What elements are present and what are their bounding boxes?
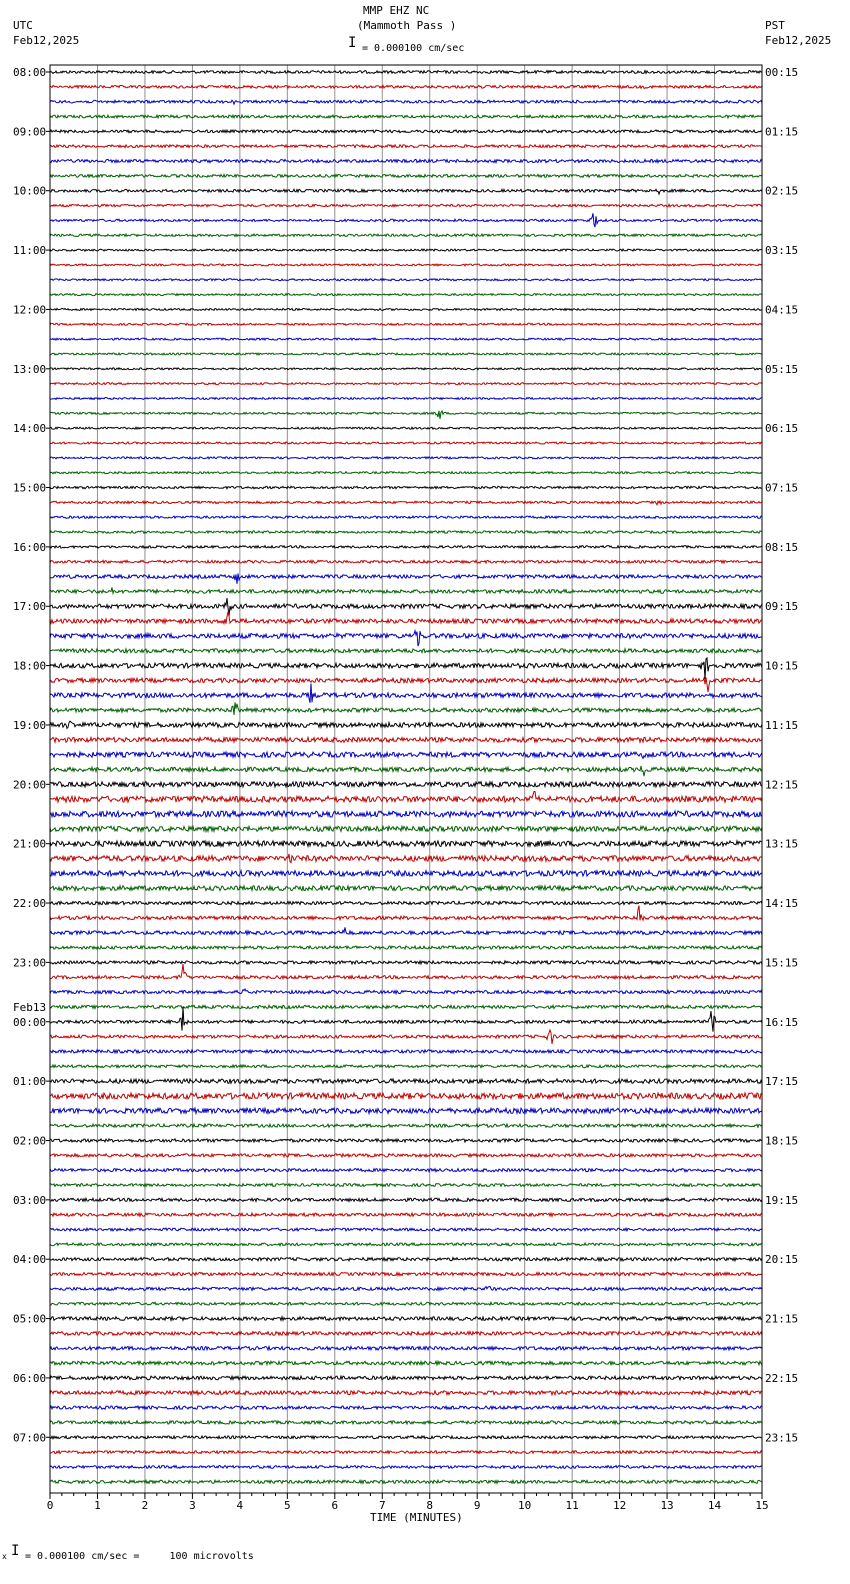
trace-line xyxy=(50,516,762,518)
right-hour-label: 23:15 xyxy=(765,1431,799,1445)
trace-line xyxy=(50,612,762,624)
trace-line xyxy=(50,501,762,505)
trace-line xyxy=(50,1451,762,1454)
left-hour-label: 23:00 xyxy=(13,956,47,970)
trace-line xyxy=(50,946,762,949)
right-hour-label: 18:15 xyxy=(765,1134,799,1148)
trace-line xyxy=(50,702,762,715)
trace-line xyxy=(50,1272,762,1275)
left-hour-label: 02:00 xyxy=(13,1134,47,1148)
trace-line xyxy=(50,1006,762,1031)
trace-line xyxy=(50,587,762,593)
x-tick-label: 9 xyxy=(473,1499,481,1512)
trace-line xyxy=(50,1005,762,1008)
left-hour-label: 20:00 xyxy=(13,778,47,792)
x-tick-label: 2 xyxy=(141,1499,149,1512)
left-hour-label: 22:00 xyxy=(13,897,47,911)
trace-line xyxy=(50,279,762,281)
trace-line xyxy=(50,234,762,236)
trace-line xyxy=(50,811,762,817)
trace-line xyxy=(50,901,762,904)
right-hour-label: 03:15 xyxy=(765,244,799,258)
right-hour-label: 08:15 xyxy=(765,540,799,554)
right-date: Feb12,2025 xyxy=(765,34,832,47)
trace-line xyxy=(50,398,762,400)
trace-line xyxy=(50,752,762,758)
trace-line xyxy=(50,574,762,584)
trace-line xyxy=(50,1065,762,1068)
left-hour-label: 05:00 xyxy=(13,1312,47,1326)
left-hour-label: 21:00 xyxy=(13,837,47,851)
scale-icon: I xyxy=(348,35,357,51)
trace-line xyxy=(50,323,762,325)
trace-line xyxy=(50,961,762,964)
left-hour-label: 13:00 xyxy=(13,362,47,376)
trace-line xyxy=(50,1466,762,1469)
trace-line xyxy=(50,1198,762,1201)
trace-line xyxy=(50,531,762,533)
trace-line xyxy=(50,684,762,703)
trace-line xyxy=(50,1421,762,1424)
right-hour-label: 19:15 xyxy=(765,1193,799,1207)
trace-line xyxy=(50,100,762,104)
right-hour-label: 17:15 xyxy=(765,1075,799,1089)
trace-line xyxy=(50,1184,762,1187)
x-tick-label: 5 xyxy=(284,1499,291,1512)
left-hour-label: 08:00 xyxy=(13,66,47,79)
trace-line xyxy=(50,130,762,133)
trace-line xyxy=(50,85,762,88)
trace-line xyxy=(50,308,762,310)
x-tick-label: 0 xyxy=(46,1499,54,1512)
right-hour-label: 04:15 xyxy=(765,303,799,317)
trace-line xyxy=(50,766,762,776)
left-hour-label: 12:00 xyxy=(13,303,47,317)
x-tick-label: 15 xyxy=(755,1499,769,1512)
right-hour-label: 22:15 xyxy=(765,1371,799,1385)
station-location: (Mammoth Pass ) xyxy=(357,19,457,32)
trace-line xyxy=(50,1317,762,1321)
right-hour-label: 11:15 xyxy=(765,718,799,732)
trace-line xyxy=(50,1436,762,1439)
trace-line xyxy=(50,598,762,616)
trace-line xyxy=(50,826,762,831)
trace-line xyxy=(50,368,762,370)
trace-line xyxy=(50,204,762,206)
trace-line xyxy=(50,678,762,692)
trace-line xyxy=(50,560,762,563)
x-axis xyxy=(47,1493,769,1512)
trace-line xyxy=(50,1050,762,1053)
trace-line xyxy=(50,1169,762,1172)
station-title: MMP EHZ NC xyxy=(363,4,430,17)
trace-line xyxy=(50,1480,762,1483)
left-hour-label: 07:00 xyxy=(13,1431,47,1445)
left-hour-label: 17:00 xyxy=(13,600,47,614)
right-hour-label: 06:15 xyxy=(765,422,799,436)
trace-line xyxy=(50,1093,762,1099)
x-tick-label: 8 xyxy=(426,1499,434,1512)
x-tick-label: 11 xyxy=(565,1499,579,1512)
trace-line xyxy=(50,871,762,877)
trace-line xyxy=(50,649,762,653)
trace-line xyxy=(50,442,762,444)
trace-line xyxy=(50,927,762,934)
trace-line xyxy=(50,338,762,340)
right-hour-label: 07:15 xyxy=(765,481,799,495)
trace-line xyxy=(50,486,762,488)
x-tick-label: 12 xyxy=(612,1499,627,1512)
trace-line xyxy=(50,457,762,459)
right-hour-label: 02:15 xyxy=(765,184,799,198)
trace-line xyxy=(50,782,762,787)
trace-line xyxy=(50,1124,762,1127)
left-hour-label: 01:00 xyxy=(13,1075,47,1089)
trace-line xyxy=(50,1228,762,1231)
x-tick-label: 13 xyxy=(660,1499,674,1512)
footer-scale-label: = 0.000100 cm/sec = 100 microvolts xyxy=(25,1551,254,1562)
right-hour-label: 09:15 xyxy=(765,600,799,614)
trace-line xyxy=(50,1079,762,1083)
trace-line xyxy=(50,189,762,194)
trace-line xyxy=(50,841,762,847)
trace-line xyxy=(50,213,762,227)
left-date: Feb12,2025 xyxy=(13,34,80,47)
left-hour-label: 15:00 xyxy=(13,481,47,495)
left-hour-label: 19:00 xyxy=(13,718,47,732)
trace-line xyxy=(50,1391,762,1395)
trace-line xyxy=(50,1139,762,1142)
trace-line xyxy=(50,1376,762,1380)
trace-line xyxy=(50,792,762,803)
right-hour-label: 12:15 xyxy=(765,778,799,792)
x-tick-label: 14 xyxy=(707,1499,722,1512)
trace-line xyxy=(50,294,762,296)
trace-line xyxy=(50,964,762,979)
right-hour-label: 05:15 xyxy=(765,362,799,376)
x-tick-label: 1 xyxy=(94,1499,101,1512)
right-hour-label: 10:15 xyxy=(765,659,799,673)
footer-marker: x xyxy=(2,1552,7,1561)
x-axis-label: TIME (MINUTES) xyxy=(370,1511,463,1524)
right-hour-label: 20:15 xyxy=(765,1253,799,1267)
x-tick-label: 3 xyxy=(189,1499,196,1512)
scale-label: = 0.000100 cm/sec xyxy=(362,43,465,54)
right-hour-label: 15:15 xyxy=(765,956,799,970)
trace-line xyxy=(50,721,762,728)
right-hour-label: 01:15 xyxy=(765,125,799,139)
right-hour-label: 00:15 xyxy=(765,66,799,79)
trace-line xyxy=(50,1406,762,1409)
trace-line xyxy=(50,546,762,548)
x-tick-label: 10 xyxy=(518,1499,532,1512)
trace-line xyxy=(50,264,762,266)
trace-line xyxy=(50,175,762,178)
trace-line xyxy=(50,1213,762,1216)
trace-line xyxy=(50,71,762,74)
left-hour-label: 18:00 xyxy=(13,659,47,673)
left-hour-label: 04:00 xyxy=(13,1253,47,1267)
x-tick-label: 7 xyxy=(378,1499,386,1512)
trace-line xyxy=(50,1108,762,1113)
trace-line xyxy=(50,1286,762,1290)
trace-line xyxy=(50,249,762,251)
left-timezone: UTC xyxy=(13,19,33,32)
trace-line xyxy=(50,411,762,419)
x-tick-label: 6 xyxy=(331,1499,339,1512)
trace-line xyxy=(50,427,762,429)
footer-scale-icon: I xyxy=(11,1543,20,1559)
left-hour-label: 11:00 xyxy=(13,244,47,258)
right-timezone: PST xyxy=(765,19,785,32)
trace-line xyxy=(50,472,762,474)
trace-line xyxy=(50,631,762,646)
trace-group xyxy=(50,71,762,1484)
trace-line xyxy=(50,353,762,355)
trace-line xyxy=(50,159,762,162)
trace-line xyxy=(50,886,762,891)
left-hour-label: 10:00 xyxy=(13,184,47,198)
left-hour-label: 06:00 xyxy=(13,1371,47,1385)
trace-line xyxy=(50,1258,762,1261)
trace-line xyxy=(50,854,762,863)
trace-line xyxy=(50,115,762,118)
x-tick-label: 4 xyxy=(236,1499,244,1512)
right-hour-label: 16:15 xyxy=(765,1015,799,1029)
trace-line xyxy=(50,383,762,385)
left-hour-label: 09:00 xyxy=(13,125,47,139)
trace-line xyxy=(50,737,762,742)
left-hour-label: 14:00 xyxy=(13,422,47,436)
trace-line xyxy=(50,1154,762,1157)
right-hour-label: 13:15 xyxy=(765,837,799,851)
right-hour-label: 14:15 xyxy=(765,897,799,911)
trace-line xyxy=(50,1302,762,1305)
right-hour-label: 21:15 xyxy=(765,1312,799,1326)
trace-line xyxy=(50,1332,762,1336)
left-hour-label: 00:00 xyxy=(13,1015,47,1029)
trace-line xyxy=(50,1243,762,1246)
trace-line xyxy=(50,989,762,994)
trace-line xyxy=(50,145,762,148)
trace-line xyxy=(50,1347,762,1351)
date-change-label: Feb13 xyxy=(13,1000,47,1014)
trace-line xyxy=(50,1361,762,1365)
trace-line xyxy=(50,1030,762,1044)
left-hour-label: 03:00 xyxy=(13,1193,47,1207)
trace-line xyxy=(50,658,762,679)
trace-line xyxy=(50,906,762,921)
left-hour-label: 16:00 xyxy=(13,540,47,554)
